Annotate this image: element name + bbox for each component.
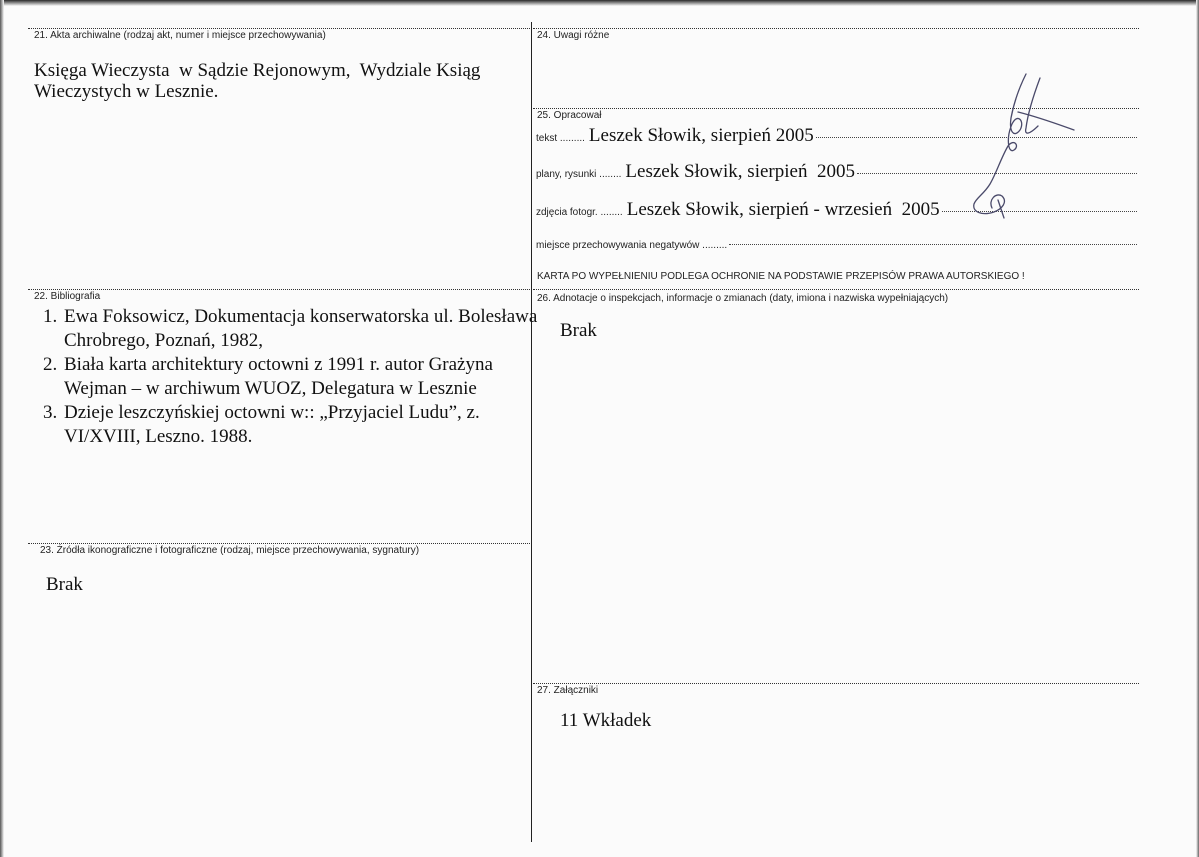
section-24-label: 24. Uwagi różne (537, 30, 610, 41)
plany-value: Leszek Słowik, sierpień 2005 (625, 161, 855, 182)
entry-miejsce (536, 240, 1137, 251)
rule-23 (28, 543, 530, 544)
tekst-value: Leszek Słowik, sierpień 2005 (588, 125, 814, 146)
bibliography-item: 1. Ewa Foksowicz, Dokumentacja konserwatorska ul. Bolesława Chrobrego, Poznań, 1982, (62, 305, 552, 353)
miejsce-label: miejsce przechowywania negatywów ......... (536, 240, 728, 251)
bibliography-item: 2. Biała karta architektury octowni z 1991 r. autor Grażyna Wejman – w archiwum WUOZ, Delegatura w Lesznie (62, 353, 552, 401)
section-23-label: 23. Źródła ikonograficzne i fotograficzne (rodzaj, miejsce przechowywania, sygnatury) (40, 545, 420, 556)
plany-label: plany, rysunki ........ (536, 169, 622, 180)
miejsce-dots (729, 244, 1137, 245)
section-23-value: Brak (46, 574, 83, 595)
rule-top-left (28, 28, 530, 29)
signature-icon (968, 72, 1088, 232)
section-26-value: Brak (560, 320, 597, 341)
section-22-label: 22. Bibliografia (34, 291, 101, 302)
zdjecia-label: zdjęcia fotogr. ........ (536, 207, 623, 218)
section-26-label: 26. Adnotacje o inspekcjach, informacje o zmianach (daty, imiona i nazwiska wypełniających) (537, 293, 949, 304)
rule-27 (533, 683, 1139, 684)
rule-top-right (533, 28, 1139, 29)
rule-middle-right (533, 289, 1139, 290)
section-27-value: 11 Wkładek (560, 710, 652, 731)
rule-middle-left (28, 289, 530, 290)
bibliography-item: 3. Dzieje leszczyńskiej octowni w:: „Przyjaciel Ludu”, z. VI/XVIII, Leszno. 1988. (62, 401, 552, 449)
section-21-label: 21. Akta archiwalne (rodzaj akt, numer i miejsce przechowywania) (34, 30, 326, 41)
section-21-line-2: Wieczystych w Lesznie. (34, 81, 219, 102)
zdjecia-value: Leszek Słowik, sierpień - wrzesień 2005 (626, 199, 940, 220)
bibliography-list (30, 305, 552, 449)
copyright-notice: KARTA PO WYPEŁNIENIU PODLEGA OCHRONIE NA PODSTAWIE PRZEPISÓW PRAWA AUTORSKIEGO ! (537, 271, 1025, 282)
scan-edge-top (0, 0, 1199, 6)
section-27-label: 27. Załączniki (537, 685, 599, 696)
section-25-label: 25. Opracował (537, 110, 602, 121)
scan-edge-left (0, 0, 4, 857)
tekst-label: tekst ......... (536, 133, 585, 144)
section-21-line-1: Księga Wieczysta w Sądzie Rejonowym, Wydziale Ksiąg (34, 60, 481, 81)
